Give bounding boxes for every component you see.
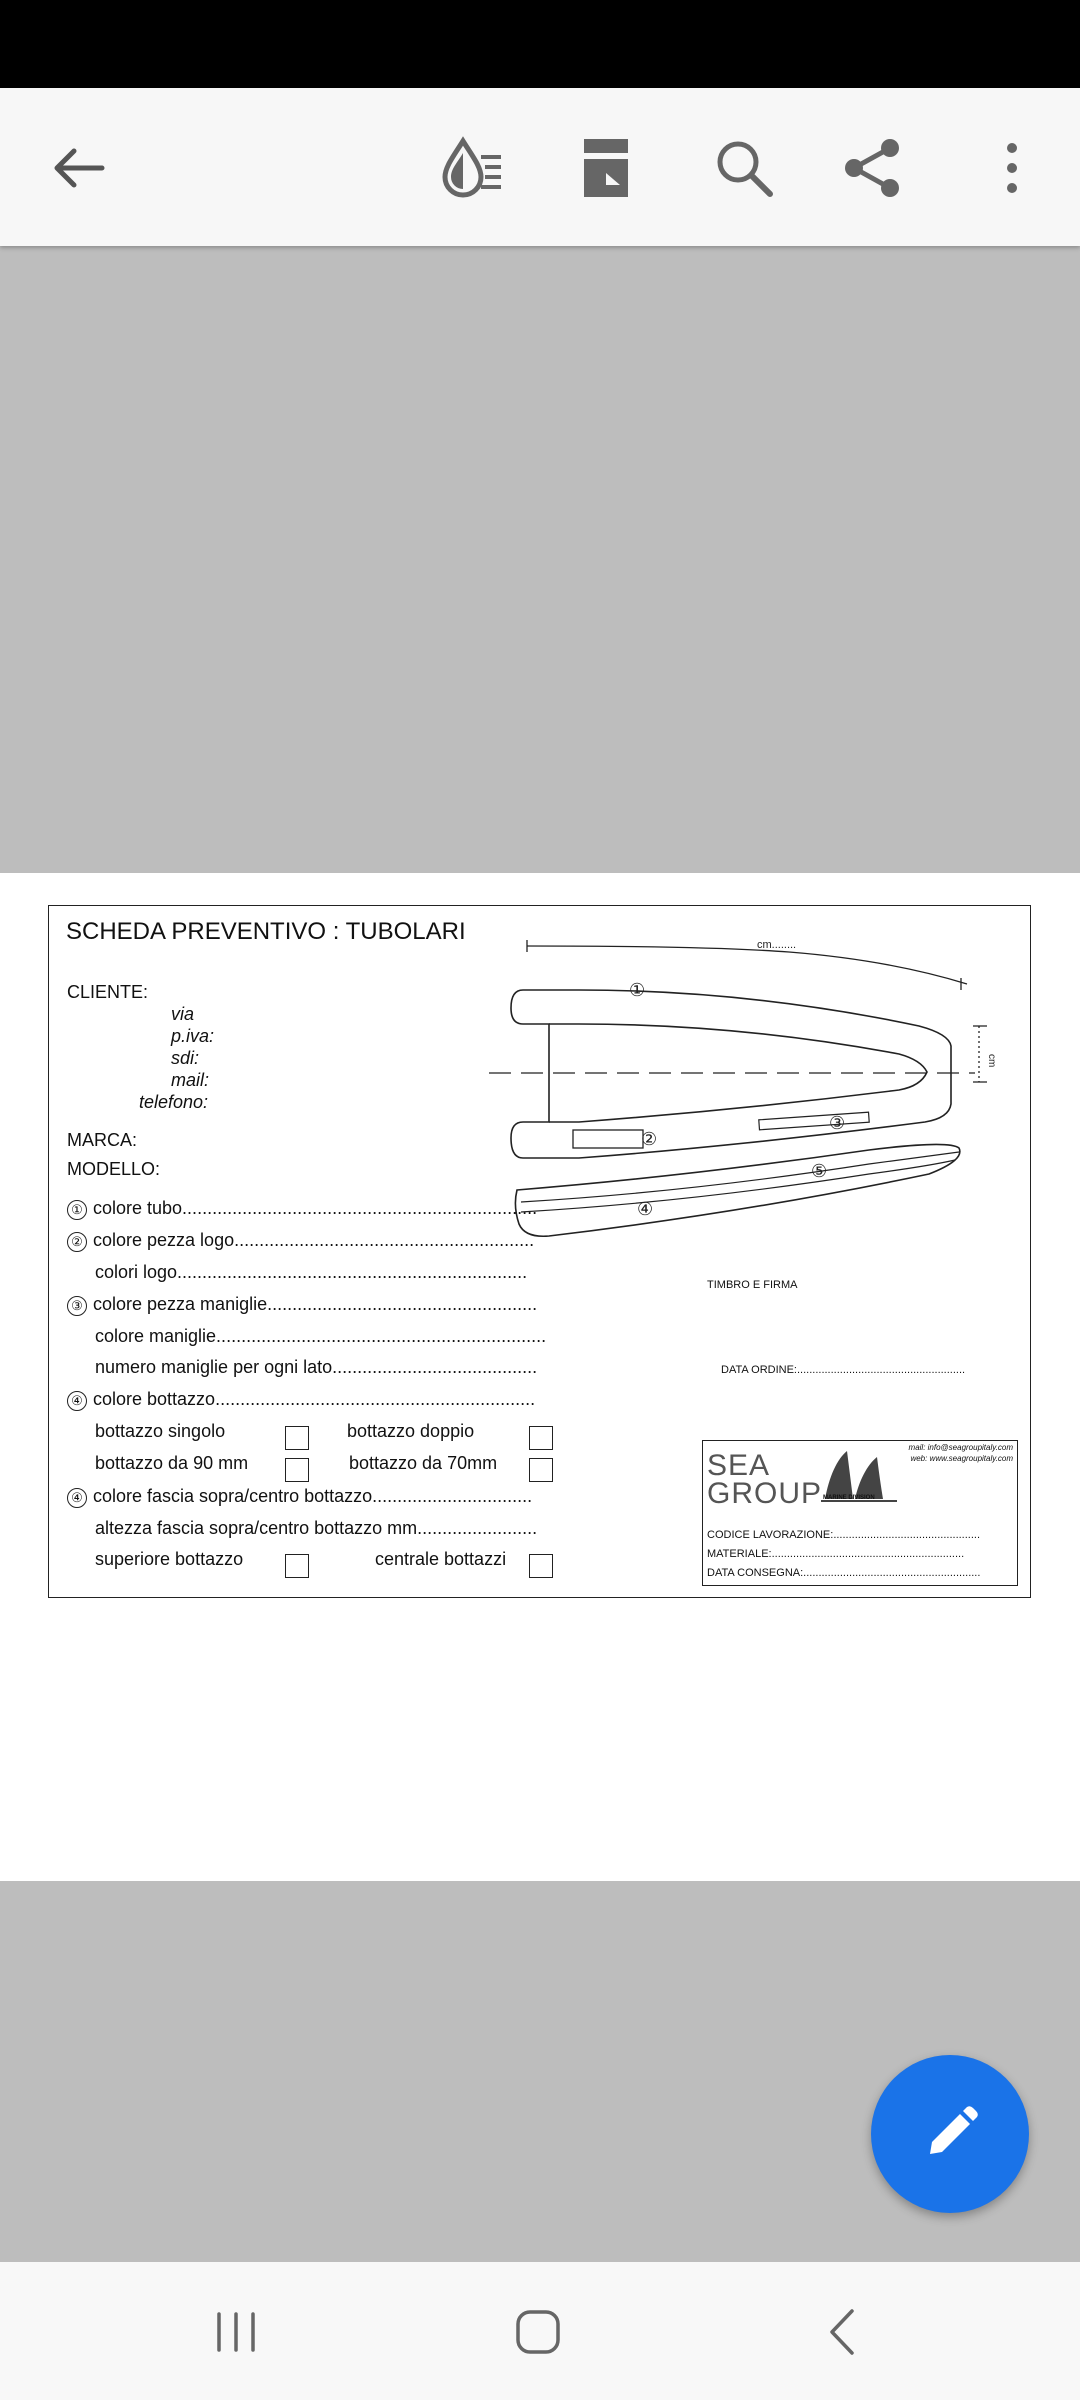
centrale-bottazzi-label: centrale bottazzi bbox=[375, 1549, 507, 1569]
row-text: colore tubo....................................................................... bbox=[93, 1198, 538, 1218]
status-bar bbox=[0, 0, 1080, 88]
form-title: SCHEDA PREVENTIVO : TUBOLARI bbox=[66, 918, 466, 945]
diagram-label-5: ⑤ bbox=[811, 1161, 828, 1182]
bottazzo-singolo-checkbox[interactable] bbox=[285, 1426, 309, 1450]
share-icon[interactable] bbox=[832, 128, 912, 208]
diagram-label-1: ① bbox=[629, 980, 646, 1001]
back-arrow-icon[interactable] bbox=[38, 128, 118, 208]
document-view-icon[interactable] bbox=[566, 128, 646, 208]
row-text: colore pezza logo............................................................ bbox=[93, 1230, 535, 1250]
circle-number: ③ bbox=[67, 1296, 87, 1316]
edit-pencil-icon bbox=[918, 2102, 982, 2166]
row-colori-logo: colori logo...................................................................... bbox=[95, 1262, 528, 1282]
bottazzo-90-checkbox[interactable] bbox=[285, 1458, 309, 1482]
row-text: colore bottazzo................................................................ bbox=[93, 1389, 536, 1409]
bottazzo-doppio-checkbox[interactable] bbox=[529, 1426, 553, 1450]
row-colore-bottazzo bbox=[67, 1389, 535, 1411]
back-icon[interactable] bbox=[802, 2292, 882, 2372]
cm-side-label: cm bbox=[986, 1054, 997, 1068]
superiore-bottazzo-label: superiore bottazzo bbox=[95, 1549, 244, 1569]
superiore-bottazzo-checkbox[interactable] bbox=[285, 1554, 309, 1578]
circle-number: ② bbox=[67, 1232, 87, 1252]
edit-fab-button[interactable] bbox=[871, 2055, 1029, 2213]
row-altezza-fascia: altezza fascia sopra/centro bottazzo mm........................ bbox=[95, 1518, 538, 1538]
row-numero-maniglie: numero maniglie per ogni lato......................................... bbox=[95, 1357, 538, 1377]
row-text: colore pezza maniglie...................................................... bbox=[93, 1294, 538, 1314]
centrale-bottazzi-checkbox[interactable] bbox=[529, 1554, 553, 1578]
mail-field: mail: bbox=[171, 1070, 210, 1090]
bottazzo-90-label: bottazzo da 90 mm bbox=[95, 1453, 249, 1473]
system-navigation-bar bbox=[0, 2262, 1080, 2400]
recent-apps-icon[interactable] bbox=[196, 2292, 276, 2372]
diagram-label-3: ③ bbox=[829, 1113, 846, 1134]
via-field: via bbox=[171, 1004, 195, 1024]
modello-label: MODELLO: bbox=[67, 1159, 161, 1179]
diagram-label-2: ② bbox=[641, 1129, 658, 1150]
document-viewer[interactable] bbox=[0, 246, 1080, 2262]
bottazzo-70-label: bottazzo da 70mm bbox=[349, 1453, 498, 1473]
piva-field: p.iva: bbox=[171, 1026, 215, 1046]
logo-division: MARINE DIVISION bbox=[823, 1495, 875, 1501]
bottazzo-doppio-label: bottazzo doppio bbox=[347, 1421, 475, 1441]
timbro-label: TIMBRO E FIRMA bbox=[707, 1279, 798, 1291]
more-options-icon[interactable] bbox=[972, 128, 1052, 208]
telefono-field: telefono: bbox=[139, 1092, 209, 1112]
row-text: colore fascia sopra/centro bottazzo................................ bbox=[93, 1486, 533, 1506]
bottazzo-70-checkbox[interactable] bbox=[529, 1458, 553, 1482]
row-colore-tubo bbox=[67, 1198, 537, 1220]
sea-group-logo-box bbox=[702, 1440, 1018, 1586]
data-consegna: DATA CONSEGNA:.......................................................... bbox=[707, 1567, 981, 1579]
materiale: MATERIALE:............................................................... bbox=[707, 1548, 965, 1560]
row-pezza-logo bbox=[67, 1230, 534, 1252]
home-icon[interactable] bbox=[498, 2292, 578, 2372]
data-ordine-label: DATA ORDINE:....................................................... bbox=[721, 1364, 966, 1376]
bottazzo-singolo-label: bottazzo singolo bbox=[95, 1421, 226, 1441]
cm-top-label: cm........ bbox=[757, 939, 797, 951]
tubular-diagram bbox=[489, 926, 1029, 1256]
logo-mail: mail: info@seagroupitaly.com bbox=[908, 1443, 1013, 1452]
document-page bbox=[0, 873, 1080, 1881]
cliente-label: CLIENTE: bbox=[67, 982, 149, 1002]
row-pezza-maniglie bbox=[67, 1294, 537, 1316]
search-icon[interactable] bbox=[704, 128, 784, 208]
codice-lavorazione: CODICE LAVORAZIONE:................................................ bbox=[707, 1529, 981, 1541]
logo-sea: SEA bbox=[707, 1449, 771, 1482]
form-frame bbox=[48, 905, 1031, 1598]
diagram-label-4: ④ bbox=[637, 1199, 654, 1220]
reading-mode-icon[interactable] bbox=[432, 128, 512, 208]
circle-number: ④ bbox=[67, 1391, 87, 1411]
sdi-field: sdi: bbox=[171, 1048, 200, 1068]
row-colore-maniglie: colore maniglie.................................................................. bbox=[95, 1326, 547, 1346]
logo-web: web: www.seagroupitaly.com bbox=[910, 1454, 1013, 1463]
row-colore-fascia bbox=[67, 1486, 532, 1508]
circle-number: ④ bbox=[67, 1488, 87, 1508]
marca-label: MARCA: bbox=[67, 1130, 138, 1150]
circle-number: ① bbox=[67, 1200, 87, 1220]
app-toolbar bbox=[0, 88, 1080, 246]
logo-group: GROUP bbox=[707, 1477, 823, 1510]
